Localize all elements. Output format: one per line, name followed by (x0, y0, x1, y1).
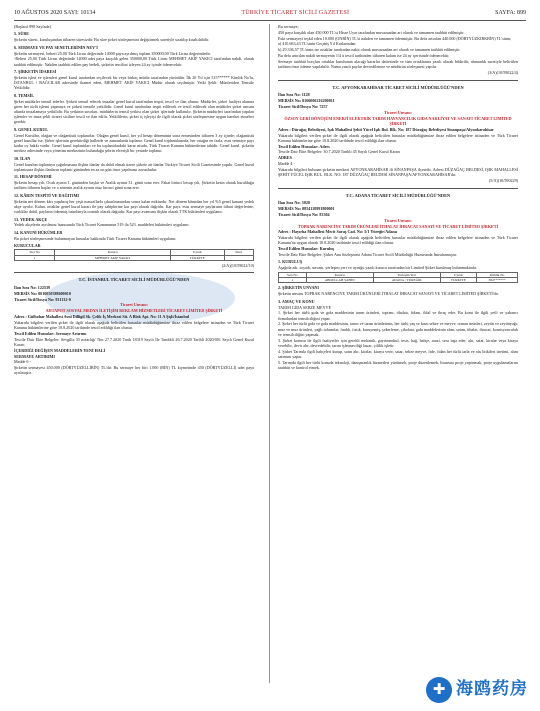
right-column (278, 24, 518, 371)
section-text: Genel kurulun toplantıya çağrılmasına ilişkin ilanlar da dahil olmak üzere şirkete ait ilanlar Türkiye Ticaret Sicili Gazetesinde yapılır. Genel kurul toplantısına ilişkin ilanların toplantı gününden en az on gün önce yapılması zorunludur. (14, 161, 254, 172)
table-cell: 384******* (477, 277, 518, 282)
section-text: Şirketin süresi, kuruluşundan itibaren süresizdir. Bu süre şirket sözleşmesini değiştirmek suretiyle uzatılıp kısaltılabilir. (14, 37, 210, 43)
registry-number: Ticaret Sicil/Dosya No: 83304 (278, 211, 330, 217)
seagull-icon: ✚ (426, 677, 452, 703)
table-header: Yerleşim Yeri (373, 272, 440, 277)
table-header: Kurucu (306, 272, 373, 277)
column-divider (269, 24, 270, 683)
section-text: Aşağıda adı, soyadı, unvanı, yerleşim yeri ve uyruğu yazılı kurucu tarafından bir Limited Şirket kurulmuş bulunmaktadır. (278, 265, 478, 271)
section-text: -Beheri 25,00 Türk Lirası değerinde 14000 adet paya karşılık gelen 350000,00 Türk Lirası MEHMET AKİF YAKICI tarafından nakdi, olarak taahhüt edilmiştir. Nakden taahhüt edilen pay bedeli, şirketin tescilini izleyen 24 ay içinde ödenecektir. (14, 56, 254, 67)
section-text: Şirketin hesap yılı, Ocak ayının 1. gününden başlar ve Aralık ayının 31. günü sona erer. Fakat birinci hesap yılı, Şirketin kesin olarak kurulduğu tarihten itibaren başlar ve o senenin aralık ayının otuz birinci günü sona erer. (14, 180, 254, 191)
section-heading: 14. KANUNİ HÜKÜMLER (14, 229, 63, 235)
article-title: SERMAYE ARTIRIMI (14, 353, 55, 359)
section-text: Şirketin net dönem kârı yapılmış her çeşit masraflarla çıkarılmasından sonra kalan miktardır. Net dönem kârından her yıl %5 genel kanuni yedek akçe ayrılır. Kalan, ortaklar genel kurul kararı ile pay sahiplerine kar payı olarak dağıtılır. Kar payı, esas sermaye paylarının itibari değerlerine, varlıklar dahil, payların ödenmiş tutarlarıyla orantılı olarak dağıtılır. Kar payı avansına ilişkin olarak TTK hükümleri uygulanır. (14, 198, 254, 215)
notice-text: Yukarıda bilgileri verilen şirket ile ilgili olarak aşağıda belirtilen hususlar müdürlüğümüze ibraz edilen belgelere istinaden ve Türk Ticaret Kanunu hükümlerine göre 10.8.2020 tarihinde tescil edildiği ilan olunur. (278, 132, 518, 143)
table-cell: ADANA / YÜREĞİR (373, 277, 440, 282)
section-heading: 13. YEDEK AKÇE (14, 216, 48, 222)
notice-text: Yukarıda bilgileri verilen şirket ile ilgili olarak aşağıda belirtilen hususlar müdürlüğümüze ibraz edilen belgelere istinaden ve Türk Ticaret Kanunu'na uygun olarak 10.8.2020 tarihinde tescil edildiği ilan olunur. (278, 235, 518, 246)
registry-number: Ticaret Sicil/Dosya No: 7257 (278, 103, 328, 109)
mersis-number: MERSİS No: 0854118991800001 (278, 206, 335, 212)
section-text: Şirketin işleri ve işlemleri genel kurul tarafından seçilecek bir veya birkaç müdür tarafından yürütülür. İlk 20 Yıl için 515****** Kimlik No'lu, İSTANBUL / BAĞCILAR adresinde ikamet eden, MEHMET AKİF YAKICI Müdür olarak seçilmiştir. Yetki Şekli: Münferiden Temsile Yetkilidir. (14, 74, 254, 91)
notice-text: Yukarıda bilgileri verilen şirket ile ilgili olarak aşağıda belirtilen hususlar müdürlüğümüze ibraz edilen belgelere istinaden ve Türk Ticaret Kanunu hükümlerine göre 10.8.2020 tarihinde tescil edildiği ilan olunur. (14, 319, 254, 331)
notice-divider (14, 272, 254, 273)
article-text: Şirketin sermayesi 450.000 (DÖRTYÜZELLİBİN) TL'dir. Bu sermaye her biri 1.000 (BİN) TL kıymetinde 450 (DÖRTYÜZELLİ) adet paya ayrılmıştır. (14, 365, 254, 376)
company-name: AHTAPOT SOSYAL MEDYA İLETİŞİM REKLAM HİZMETLERİ TİCARET LİMİTED ŞİRKETİ (45, 308, 223, 314)
table-cell: 1 (279, 277, 307, 282)
gazette-title: TÜRKİYE TİCARET SİCİLİ GAZETESİ (241, 10, 350, 17)
section-heading: 3. AMAÇ VE KONU (278, 298, 315, 304)
article-title: ADRES (278, 155, 292, 161)
header-rule (14, 20, 526, 21)
registry-office-title: T.C. ADANA TİCARET SİCİLİ MÜDÜRLÜĞÜ'NDEN (345, 192, 451, 198)
article-text: Eski sermayeyi teşkil eden 10.000 (ONBİN) TL'si nakden ve tamamen ödenmiştir. Bu defa artırılan 440.000 (DÖRTYÜZKIRKBİN) TL'sinin; (278, 35, 512, 41)
section-heading: 11. HESAP DÖNEMİ (14, 174, 52, 180)
section-text: Genel Kurullar, olağan ve olağanüstü toplanırlar. Olağan genel kurul, her yıl hesap döneminin sona ermesinden itibaren 3 ay içinde; olağanüstü genel kurullar ise, Şirket işlerinin gerektirdiği hallerde ve zamanlarda toplanır. Genel kurul toplantılarında, her ortağın en fazla, esas sermaye payı kadar oy hakkı vardır. Genel kurul toplantıları ve bu toplantılardaki karar nisabı, Türk Ticaret Kanunu hükümlerine tabidir. Genel kurul, şirketin merkez adresinde veya yönetim merkezinin bulunduğu şehrin elverişli bir yerinde toplanır. (14, 132, 254, 154)
table-cell: 1 (15, 255, 55, 260)
section-heading: 7. ŞİRKETİN İDARESİ (14, 68, 57, 74)
section-heading: 5. SÜRE (14, 31, 30, 37)
notice-divider (278, 188, 518, 189)
table-row (15, 255, 254, 260)
table-cell: MEHMET AKİF YAKICI (55, 255, 170, 260)
company-name-label: Ticaret Unvanı: (384, 109, 412, 115)
article-text: Bu sermaye; (278, 24, 299, 29)
table-cell: TÜRKİYE (170, 255, 224, 260)
table-cell: TÜRKİYE (440, 277, 477, 282)
section-text: Şirket müdürler temsil ederler. Şirketi temsil edecek imzalar genel kurul tarafından tespit, tescil ve ilan olunur. Müdürler, şirket faaliyet alanına giren her türlü işlemi yapmaya ve şirketi temsile yetkilidir. Genel kurul tarafından tespit edilecek ve tescil edilecek olan müdürler şirket unvanı altında imzalamaya yetkilidir. Bu yetkinin sınırları, müdürlerin temsil yetkisi olan şirket işlerinde kullanılır. Şirketin müdürleri tarafından yapılan işlemler ve imza şekli ticaret siciline tescil ve ilan edilir. Yetkililerin, şirket iç işleyişi ile ilgili olarak şirket sözleşmesine uygun hareket etmeleri gerekir. (14, 98, 254, 125)
company-address: Adres : Hayırlıa Mahallesi Mecit Savaş Cad. No: 5/1 Yüreğir/Adana (278, 229, 397, 235)
notice-reference: (5/A)(10/590229) (488, 178, 518, 184)
section-heading: 9. GENEL KURUL (14, 126, 49, 132)
mersis-number: MERSİS No: 0166006216200011 (278, 98, 335, 104)
company-address: Adres : Gülbahar Mahallesi Avni Dilligil Sk. Çelik İş Merkezi Sit. A Blok Apt. No: 11 A Şişli/İstanbul (14, 313, 190, 319)
registry-office-title: T.C. İSTANBUL TİCARET SİCİLİ MÜDÜRLÜĞÜ'NDEN (78, 277, 190, 283)
attached-documents: Tescile Dair Ekte Belgeler: Şirket Ana Sözleşmesi Adana Ticaret Sicili Müdürlüğü Huzurunda İmzalanmıştır. (278, 252, 458, 258)
company-name: ÖZSOY GERİ DÖNÜŞÜM ENERJİ ELEKTRİK TARIM HAYVANCILIK GIDA NAKLİYAT VE SANAYİ TİCARET LİMİTED ŞİRKETİ (284, 115, 512, 126)
section-text: Bu şirket sözleşmesinde bulunmayan hususlar hakkında Türk Ticaret Kanunu hükümleri uygulanır. (14, 235, 177, 241)
company-name-label: Ticaret Unvanı: (384, 217, 412, 223)
section-subheading: TARIM GIDA SEBZE MEYVE (278, 304, 332, 310)
section-text: 4. Şirket Tarımla ilgili bahçeleri kurup, satın alır, kiralar, kiraya verir, satar, sebze meyve, fide, fidan her türlü tarla ve süs bitkileri üretimi, alım satımını yapar. (278, 348, 518, 360)
continued-note: (Başlarıl 898 Sayfada) (14, 24, 51, 29)
article-number: Madde 6 - (14, 359, 31, 365)
section-heading: 12. KÂRIN TESPİTİ VE DAĞITIMI (14, 192, 80, 198)
registered-matters: Tescil Edilen Hususlar: Adres (278, 143, 330, 149)
mersis-number: MERSİS No: 0010050388600010 (14, 290, 71, 296)
table-cell: ABDULLAH ŞAHİN (306, 277, 373, 282)
company-address: Adres : Dürağaç Belediyesi, Işık Mahallesi Şehit Yücel Işık Bul. Blk. No: 187 Dürağaç Belediyesi Sinanpaşa/Afyonkarahisar (278, 126, 494, 132)
article-text: a) 410.663,43 TL'sinin Geçmiş Yıl Karlarından (278, 41, 356, 47)
table-header: Sıra No (15, 250, 55, 255)
issue-date: 10 AĞUSTOS 2020 SAYI: 10134 (14, 10, 96, 17)
registry-number: Ticaret Sicil/Dosya No: 931132-0 (14, 296, 71, 302)
registered-matters: Tescil Edilen Hususlar: Sermaye Artırımı (14, 330, 87, 336)
table-header: Kimlik No (477, 272, 518, 277)
section-text: Şirketin unvanı TOPRAK NARENCİYE TARIM ÜRÜNLERİ İTHALAT İHRACAT SANAYİ VE TİCARET LİMİTED ŞİRKETİ'dir. (278, 291, 499, 297)
section-text: Yedek akçelerin ayrılması hususunda Türk Ticaret Kanununun 519 ila 523. maddeleri hükümleri uygulanır. (14, 222, 190, 228)
article-text: Sermaye taahhüt borçları ortaklar kurulunun alacağı kararlar dairesinde ve tüm ortaklarına yazılı olarak bildirilir, ahmanlık suretiyle belirtilen tarihten önce ödeme yapılabilir. Nama yazılı paylar devredilemez ve müdürün sözleşmesi yapılır. (278, 58, 518, 70)
article-text: 450 paya karşılık olan 450.000 TL'si Hisse Uyar tarafından muvazaadan ari olarak ve tamamen taahhüt edilmiştir. (278, 29, 465, 35)
left-column (14, 24, 254, 376)
attached-documents: Tescile Dair Ekte Belgeler: 30.7.2020 Tarihli 45 Sayılı Genel Kurul Kararı (278, 149, 401, 155)
founders-table (14, 249, 254, 261)
registered-matters: Tescil Edilen Hususlar: Kuruluş (278, 246, 335, 252)
section-text: 1. Şirket her türlü gıda ve gıda maddesinin tarım ürünleri, toptanı, ithalatı, fidanı, ihlal ve ihraç eder. Bu konu ile ilgili yetli ve yabancı firmalardan temsilciliğini yapar. (278, 310, 518, 321)
section-heading: 6. SERMAYE VE PAY SENETLERİNİN NEV'İ (14, 44, 98, 50)
section-heading: 2. ŞİRKETİN UNVANI (278, 285, 319, 291)
attached-documents: Tescile Dair Ekte Belgeler: Sevgilla 35 notarlığı' Nın 27.7.2020 Tarih 18319 Sayılı İle Tasdikli 26.7.2020 Tarihli 2020/001 Sayılı Genel Kurul Kararı (14, 336, 254, 347)
company-name-label: Ticaret Unvanı: (120, 302, 148, 308)
table-header: İmza (224, 250, 253, 255)
section-heading: 8. TEMSİL (14, 92, 34, 98)
table-header: Uyruk (170, 250, 224, 255)
notice-number: İlan Sıra No: 5020 (278, 200, 310, 206)
notice-number: İlan Sıra No: 122539 (14, 284, 51, 290)
article-text: b) 29.336,57 TL'sinin ise ortaklar tarafından nakit olarak muvazaadan ari olarak ve tamamen taahhüt edilmiştir. (278, 47, 461, 53)
notice-divider (278, 80, 518, 81)
table-header: Sıra No (279, 272, 307, 277)
notice-number: İlan Sıra No: 1128 (278, 92, 310, 98)
section-heading: 1. KURULUŞ (278, 259, 303, 265)
table-header: Uyruk (440, 272, 477, 277)
logo-text: 海鸥药房 (456, 679, 528, 700)
table-row (279, 277, 518, 282)
table-cell (224, 255, 253, 260)
section-text: 2. Şirket her türlü gıda ve gıda maddesinin, tarım ve tarım ürünlerinin, her türlü yaş ve kuru sebze ve meyve, orman ürünleri, zeytin ve zeytinyağı, muz ve muz ürünleri, yağlı tohumlar, fındık, fıstık, kuruyemiş, şekerleme, çikolata, gıda maddelerinin alım, satım, ithalat, ihracat, komisyonculuk ve temsilciliğini yapmak. (278, 321, 518, 337)
amended-articles-heading: İÇERDİĞİ DEĞİŞEN MADDELERİN YENİ HALİ (14, 347, 106, 353)
watermark-logo (426, 677, 528, 703)
article-text: Bu defa artırılan nakdi sermayenin 1/4 ü tescil tarihinden itibaren kalanı ise 24 ay içerisinde ödenecektir. (278, 53, 450, 59)
page-number: SAYFA: 899 (495, 10, 526, 17)
page-header (14, 8, 526, 20)
section-text: 3. Şirket konusu ile ilgili faaliyetler için gerekli mekanik, gayrimenkul, tesis, bağ, bahçe, arazi, sera inşa eder, alır, satar, kiralar veya kiraya verebilir, devir alır, devredebilir, tarım işletmeciliği kurar, çiftlik işletir. (278, 337, 518, 348)
article-number: Madde 4 - (278, 161, 295, 167)
notice-reference: (2/A)(10/59022/10) (221, 262, 254, 268)
table-header: Kurucu (55, 250, 170, 255)
section-text: 5. Tarımda ilgili her türlü konuda teknoloji, danışmanlık hizmetleri yürütmek, proje düzenlemek, lisansını proje yaptırmak, proje uygulamalarını taahhüt ve kontrol etmek. (278, 359, 518, 371)
registry-office-title: T.C. AFYONKARAHİSAR TİCARET SİCİLİ MÜDÜRLÜĞÜ'NDEN (332, 84, 464, 90)
notice-reference: (3/A)(10/59022/4) (487, 70, 518, 76)
founders-table (278, 272, 518, 284)
article-text: Yukarıda bilgileri bulunan şirketin merkezi AFYONKARAHİSAR ili SİNANPAŞA ilçesidir. Adresi DÜZAĞAÇ BELDESİ, IŞIK MAHALLESİ ŞEHİT YÜCEL IŞIK BUL. BLK. NO: 187 DÜZAĞAÇ BELDESİ SİNANPAŞA/AFYONKARAHİSAR'dır. (278, 166, 518, 178)
founders-heading: KURUCULAR (14, 243, 41, 249)
section-heading: 10. İLAN (14, 155, 31, 161)
section-text: Şirketin sermayesi, beheri 25,00 Türk Lirası değerinde 14000 paya ayrılmış toplam 350000,00 Türk Lirası değerindedir. (14, 50, 211, 56)
company-name: TOPRAK NARENCİYE TARIM ÜRÜNLERİ İTHALAT İHRACAT SANAYİ VE TİCARET LİMİTED ŞİRKETİ (297, 223, 499, 229)
